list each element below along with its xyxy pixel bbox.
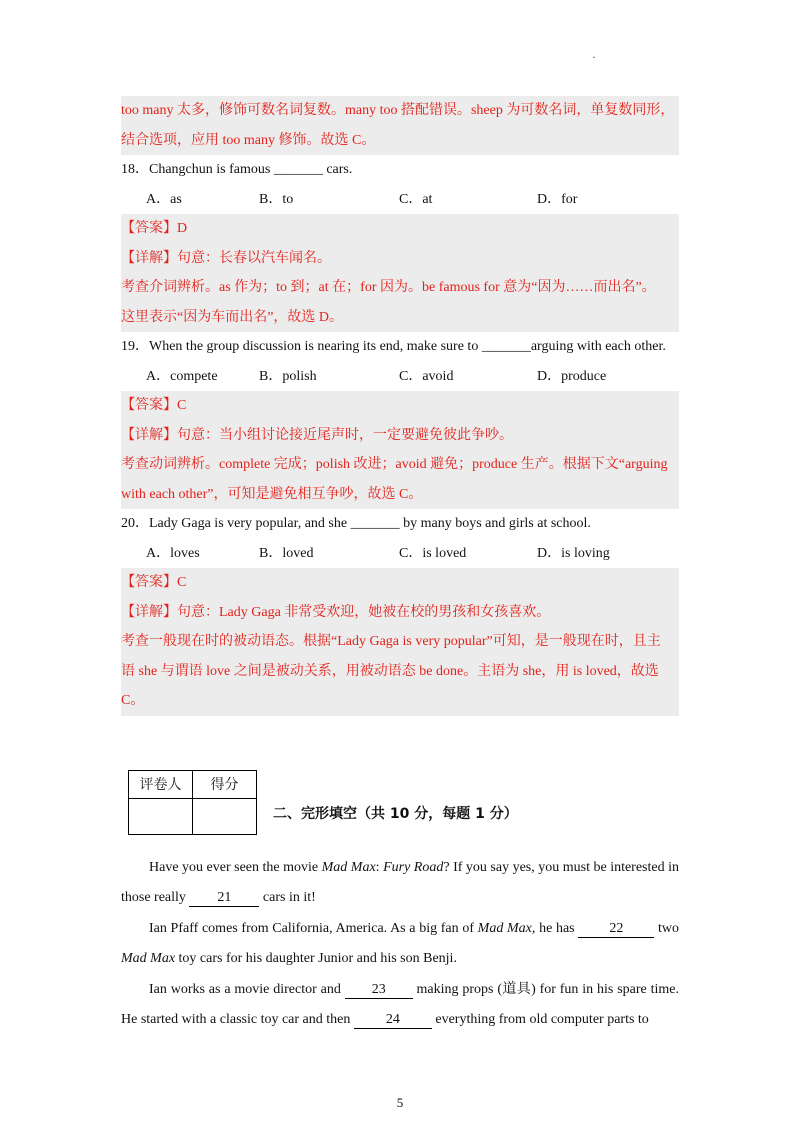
option-b: B．to [259,191,294,207]
option-a: A．loves [146,545,200,561]
option-a: A．as [146,191,182,207]
analysis-line: 考查动词辨析。complete 完成；polish 改进；avoid 避免；produce 生产。根据下文“arguing [121,457,668,472]
document-body [121,96,679,1036]
movie-title: Fury Road [383,859,444,875]
score-cell [193,798,257,834]
option-b: B．polish [259,368,317,384]
passage-text: ? If you say yes, you must be interested in those really [121,859,680,905]
score-header: 得分 [193,770,257,798]
section-header [128,770,679,835]
question-18 [121,155,679,332]
question-stem: 18．Changchun is famous _______ cars. [121,162,353,177]
blank-24[interactable]: 24 [354,1012,432,1029]
answer-line: 【答案】C [121,575,187,590]
score-table [128,770,257,835]
answer-line: 【答案】D [121,221,188,236]
answer-block [121,214,679,332]
passage-text: making props (道具) for fun in his spare time. He started with a classic toy car and then [121,981,679,1027]
movie-title: Mad Max [477,920,532,936]
page-number: 5 [396,1095,404,1110]
passage-text: , he has [531,920,579,936]
question-options [121,362,679,392]
passage-text: cars in it! [259,890,316,905]
header-mark: · [592,50,596,64]
analysis-line: 考查介词辨析。as 作为；to 到；at 在；for 因为。be famous for 意为“因为……而出名”。 [121,280,656,295]
passage-paragraph [121,914,679,975]
answer-block [121,568,679,716]
detail-line: 【详解】句意：Lady Gaga 非常受欢迎，她被在校的男孩和女孩喜欢。 [121,604,551,620]
answer-block [121,391,679,509]
blank-23[interactable]: 23 [345,982,413,999]
detail-line: 【详解】句意：当小组讨论接近尾声时，一定要避免彼此争吵。 [121,427,513,443]
option-c: C．at [399,191,433,207]
option-a: A．compete [146,368,218,384]
previous-explanation [121,96,679,155]
passage-text: two [654,920,679,936]
option-d: D．for [537,191,578,207]
cloze-passage [121,853,679,1036]
question-19 [121,332,679,509]
option-d: D．is loving [537,545,610,561]
movie-title: Mad Max [321,859,376,875]
option-d: D．produce [537,368,607,384]
blank-21[interactable]: 21 [189,890,259,907]
question-20 [121,509,679,716]
movie-title: Mad Max [121,951,176,966]
grader-cell [129,798,193,834]
passage-text: : [375,859,384,875]
analysis-line: C。 [121,693,145,708]
option-b: B．loved [259,545,314,561]
explanation-line: 结合选项，应用 too many 修饰。故选 C。 [121,132,376,148]
option-c: C．is loved [399,545,467,561]
section-title: 二、完形填空（共 10 分，每题 1 分） [273,806,518,822]
explanation-line: too many 太多，修饰可数名词复数。many too 搭配错误。sheep 为可数名词，单复数同形， [121,103,675,118]
question-options [121,185,679,215]
blank-22[interactable]: 22 [578,921,654,938]
passage-text: Ian works as a movie director and [149,981,345,997]
detail-line: 【详解】句意：长春以汽车闻名。 [121,250,331,266]
passage-text: Ian Pfaff comes from California, America. As a big fan of [149,920,478,936]
analysis-line: with each other”，可知是避免相互争吵，故选 C。 [121,486,423,502]
question-options [121,539,679,569]
passage-paragraph [121,975,679,1036]
analysis-line: 这里表示“因为车而出名”，故选 D。 [121,309,344,325]
analysis-line: 考查一般现在时的被动语态。根据“Lady Gaga is very popular”可知，是一般现在时，且主 [121,634,661,649]
question-stem: 19．When the group discussion is nearing its end, make sure to _______arguing with each other. [121,339,666,354]
option-c: C．avoid [399,368,454,384]
passage-text: toy cars for his daughter Junior and his son Benji. [175,951,457,966]
analysis-line: 语 she 与谓语 love 之间是被动关系，用被动语态 be done。主语为 she，用 is loved，故选 [121,663,659,679]
question-stem: 20．Lady Gaga is very popular, and she _______ by many boys and girls at school. [121,516,591,531]
passage-text: everything from old computer parts to [431,1012,649,1027]
grader-header: 评卷人 [129,770,193,798]
answer-line: 【答案】C [121,398,187,413]
passage-paragraph [121,853,679,914]
passage-text: Have you ever seen the movie [149,859,322,875]
